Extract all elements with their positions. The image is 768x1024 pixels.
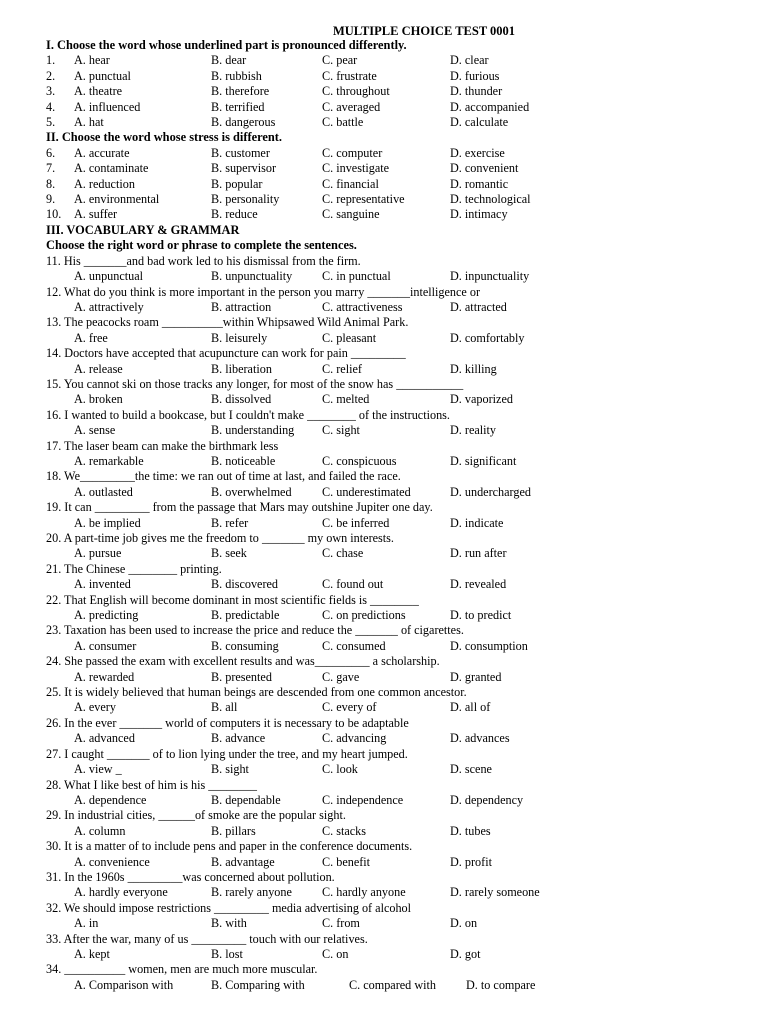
- answer-option-d[interactable]: D. comfortably: [450, 330, 525, 345]
- answer-option-d[interactable]: D. consumption: [450, 638, 528, 653]
- answer-option-d[interactable]: D. convenient: [450, 161, 519, 176]
- answer-options-row: [0, 331, 768, 346]
- answer-options-row: [0, 454, 768, 469]
- answer-option-b[interactable]: B. liberation: [211, 361, 272, 376]
- question-text: 11. His _______and bad work led to his dismissal from the firm.: [46, 253, 361, 268]
- answer-option-b[interactable]: B. Comparing with: [211, 977, 305, 992]
- answer-option-c[interactable]: C. sight: [322, 423, 360, 438]
- answer-option-d[interactable]: D. on: [450, 916, 478, 931]
- question-stem: [0, 500, 768, 515]
- answer-option-c[interactable]: C. hardly anyone: [322, 885, 406, 900]
- answer-option-c[interactable]: C. averaged: [322, 99, 381, 114]
- answer-options-row: [0, 700, 768, 715]
- answer-option-c[interactable]: C. investigate: [322, 161, 390, 176]
- answer-option-a[interactable]: A. convenience: [74, 854, 150, 869]
- answer-option-b[interactable]: B. discovered: [211, 577, 279, 592]
- question-text: 23. Taxation has been used to increase the price and reduce the _______ of cigarettes.: [46, 623, 464, 638]
- answer-option-a[interactable]: A. rewarded: [74, 669, 135, 684]
- question-number: 3.: [46, 84, 56, 99]
- question-number: 9.: [46, 192, 56, 207]
- answer-options-row: [0, 161, 768, 176]
- answer-options-row: [0, 53, 768, 68]
- answer-option-c[interactable]: C. from: [322, 916, 360, 931]
- answer-option-c[interactable]: C. compared with: [349, 977, 436, 992]
- answer-option-a[interactable]: A. reduction: [74, 176, 135, 191]
- answer-option-c[interactable]: C. stacks: [322, 823, 367, 838]
- answer-option-d[interactable]: D. scene: [450, 762, 492, 777]
- answer-options-row: [0, 793, 768, 808]
- question-text: 14. Doctors have accepted that acupuncture can work for pain _________: [46, 346, 406, 361]
- answer-option-a[interactable]: A. be implied: [74, 515, 141, 530]
- question-text: 26. In the ever _______ world of computers it is necessary to be adaptable: [46, 715, 409, 730]
- answer-option-b[interactable]: B. supervisor: [211, 161, 276, 176]
- answer-option-a[interactable]: A. release: [74, 361, 123, 376]
- answer-option-a[interactable]: A. remarkable: [74, 453, 144, 468]
- answer-options-row: [0, 762, 768, 777]
- answer-option-d[interactable]: D. attracted: [450, 299, 507, 314]
- question-stem: [0, 285, 768, 300]
- answer-option-c[interactable]: C. financial: [322, 176, 379, 191]
- answer-option-c[interactable]: C. representative: [322, 192, 405, 207]
- question-number: 2.: [46, 68, 56, 83]
- answer-options-row: [0, 824, 768, 839]
- section-heading: III. VOCABULARY & GRAMMAR: [46, 222, 240, 237]
- answer-option-c[interactable]: C. pear: [322, 53, 358, 68]
- answer-option-a[interactable]: A. consumer: [74, 638, 137, 653]
- answer-option-a[interactable]: A. attractively: [74, 299, 144, 314]
- answer-option-d[interactable]: D. reality: [450, 423, 497, 438]
- answer-option-d[interactable]: D. inpunctuality: [450, 269, 530, 284]
- question-stem: [0, 531, 768, 546]
- answer-option-c[interactable]: C. found out: [322, 577, 384, 592]
- answer-option-c[interactable]: C. battle: [322, 115, 364, 130]
- answer-option-c[interactable]: C. computer: [322, 145, 383, 160]
- question-text: 28. What I like best of him is his ________: [46, 777, 258, 792]
- question-stem: [0, 562, 768, 577]
- question-text: 15. You cannot ski on those tracks any longer, for most of the snow has ___________: [46, 376, 464, 391]
- question-stem: [0, 623, 768, 638]
- test-body: [0, 38, 768, 993]
- answer-option-d[interactable]: D. vaporized: [450, 392, 513, 407]
- answer-option-d[interactable]: D. revealed: [450, 577, 507, 592]
- question-text: 25. It is widely believed that human beings are descended from one common ancestor.: [46, 685, 467, 700]
- answer-option-a[interactable]: A. every: [74, 700, 116, 715]
- answer-option-b[interactable]: B. sight: [211, 762, 249, 777]
- answer-options-row: [0, 546, 768, 561]
- answer-option-a[interactable]: A. Comparison with: [74, 977, 174, 992]
- question-stem: [0, 870, 768, 885]
- answer-option-a[interactable]: A. hat: [74, 115, 104, 130]
- answer-option-c[interactable]: C. throughout: [322, 84, 390, 99]
- section-heading: Choose the right word or phrase to complete the sentences.: [46, 238, 357, 253]
- question-stem: [0, 254, 768, 269]
- answer-option-b[interactable]: B. dependable: [211, 792, 281, 807]
- answer-option-b[interactable]: B. leisurely: [211, 330, 268, 345]
- answer-option-a[interactable]: A. suffer: [74, 207, 118, 222]
- answer-option-d[interactable]: D. intimacy: [450, 207, 508, 222]
- question-stem: [0, 808, 768, 823]
- answer-options-row: [0, 731, 768, 746]
- question-stem: [0, 346, 768, 361]
- question-text: 30. It is a matter of to include pens and paper in the conference documents.: [46, 839, 413, 854]
- question-stem: [0, 932, 768, 947]
- answer-options-row: [0, 885, 768, 900]
- answer-options-row: [0, 577, 768, 592]
- answer-option-d[interactable]: D. profit: [450, 854, 492, 869]
- answer-option-b[interactable]: B. reduce: [211, 207, 258, 222]
- answer-option-d[interactable]: D. to predict: [450, 608, 512, 623]
- answer-options-row: [0, 916, 768, 931]
- answer-option-b[interactable]: B. dangerous: [211, 115, 276, 130]
- answer-option-d[interactable]: D. undercharged: [450, 484, 531, 499]
- answer-option-c[interactable]: C. chase: [322, 546, 364, 561]
- answer-option-d[interactable]: D. clear: [450, 53, 489, 68]
- answer-options-row: [0, 146, 768, 161]
- answer-option-c[interactable]: C. independence: [322, 792, 404, 807]
- question-stem: [0, 962, 768, 977]
- answer-option-c[interactable]: C. sanguine: [322, 207, 380, 222]
- answer-option-c[interactable]: C. attractiveness: [322, 299, 403, 314]
- answer-options-row: [0, 423, 768, 438]
- question-text: 34. __________ women, men are much more muscular.: [46, 962, 318, 977]
- question-text: 18. We_________the time: we ran out of time at last, and failed the race.: [46, 469, 401, 484]
- answer-options-row: [0, 177, 768, 192]
- question-number: 7.: [46, 161, 56, 176]
- answer-option-b[interactable]: B. unpunctuality: [211, 269, 293, 284]
- answer-option-d[interactable]: D. killing: [450, 361, 497, 376]
- answer-options-row: [0, 670, 768, 685]
- answer-options-row: [0, 84, 768, 99]
- answer-option-c[interactable]: C. on: [322, 946, 349, 961]
- answer-option-b[interactable]: B. rubbish: [211, 68, 262, 83]
- answer-option-b[interactable]: B. all: [211, 700, 238, 715]
- answer-option-d[interactable]: D. tubes: [450, 823, 491, 838]
- answer-option-b[interactable]: B. personality: [211, 192, 280, 207]
- answer-option-b[interactable]: B. seek: [211, 546, 247, 561]
- answer-options-row: [0, 516, 768, 531]
- question-text: 21. The Chinese ________ printing.: [46, 561, 222, 576]
- answer-option-a[interactable]: A. accurate: [74, 145, 130, 160]
- answer-option-d[interactable]: D. indicate: [450, 515, 504, 530]
- answer-option-a[interactable]: A. predicting: [74, 608, 139, 623]
- answer-option-d[interactable]: D. got: [450, 946, 481, 961]
- answer-option-a[interactable]: A. punctual: [74, 68, 131, 83]
- answer-options-row: [0, 207, 768, 222]
- question-text: 13. The peacocks roam __________within Whipsawed Wild Animal Park.: [46, 315, 409, 330]
- question-number: 8.: [46, 176, 56, 191]
- answer-option-b[interactable]: B. advance: [211, 731, 266, 746]
- question-text: 31. In the 1960s _________was concerned about pollution.: [46, 869, 335, 884]
- answer-options-row: [0, 485, 768, 500]
- answer-option-c[interactable]: C. benefit: [322, 854, 371, 869]
- answer-option-c[interactable]: C. be inferred: [322, 515, 390, 530]
- question-text: 17. The laser beam can make the birthmark less: [46, 438, 279, 453]
- answer-option-b[interactable]: B. presented: [211, 669, 272, 684]
- answer-options-row: [0, 608, 768, 623]
- answer-options-row: [0, 947, 768, 962]
- question-text: 22. That English will become dominant in most scientific fields is ________: [46, 592, 419, 607]
- answer-option-d[interactable]: D. thunder: [450, 84, 503, 99]
- question-number: 6.: [46, 145, 56, 160]
- answer-option-d[interactable]: D. significant: [450, 453, 517, 468]
- answer-options-row: [0, 639, 768, 654]
- answer-option-b[interactable]: B. consuming: [211, 638, 279, 653]
- answer-option-b[interactable]: B. popular: [211, 176, 263, 191]
- answer-option-d[interactable]: D. furious: [450, 68, 500, 83]
- question-stem: [0, 593, 768, 608]
- answer-options-row: [0, 69, 768, 84]
- answer-option-b[interactable]: B. refer: [211, 515, 249, 530]
- answer-option-b[interactable]: B. advantage: [211, 854, 275, 869]
- question-stem: [0, 747, 768, 762]
- answer-option-c[interactable]: C. on predictions: [322, 608, 406, 623]
- answer-option-c[interactable]: C. conspicuous: [322, 453, 397, 468]
- answer-option-a[interactable]: A. environmental: [74, 192, 160, 207]
- answer-option-a[interactable]: A. in: [74, 916, 99, 931]
- question-stem: [0, 408, 768, 423]
- answer-option-c[interactable]: C. pleasant: [322, 330, 377, 345]
- answer-option-a[interactable]: A. hardly everyone: [74, 885, 168, 900]
- answer-option-a[interactable]: A. theatre: [74, 84, 123, 99]
- answer-option-b[interactable]: B. pillars: [211, 823, 256, 838]
- answer-option-b[interactable]: B. noticeable: [211, 453, 276, 468]
- answer-option-a[interactable]: A. unpunctual: [74, 269, 144, 284]
- question-stem: [0, 716, 768, 731]
- answer-option-d[interactable]: D. granted: [450, 669, 502, 684]
- answer-option-a[interactable]: A. outlasted: [74, 484, 133, 499]
- answer-option-b[interactable]: B. therefore: [211, 84, 270, 99]
- question-stem: [0, 654, 768, 669]
- answer-options-row: [0, 855, 768, 870]
- answer-option-a[interactable]: A. advanced: [74, 731, 135, 746]
- answer-option-d[interactable]: D. technological: [450, 192, 531, 207]
- answer-option-c[interactable]: C. frustrate: [322, 68, 377, 83]
- question-text: 27. I caught _______ of to lion lying under the tree, and my heart jumped.: [46, 746, 408, 761]
- answer-option-d[interactable]: D. dependency: [450, 792, 524, 807]
- answer-option-d[interactable]: D. romantic: [450, 176, 509, 191]
- answer-options-row: [0, 269, 768, 284]
- answer-option-c[interactable]: C. underestimated: [322, 484, 411, 499]
- answer-option-d[interactable]: D. calculate: [450, 115, 509, 130]
- question-text: 33. After the war, many of us _________ touch with our relatives.: [46, 931, 368, 946]
- answer-option-d[interactable]: D. advances: [450, 731, 510, 746]
- answer-options-row: [0, 100, 768, 115]
- question-stem: [0, 377, 768, 392]
- question-text: 19. It can _________ from the passage that Mars may outshine Jupiter one day.: [46, 500, 433, 515]
- question-number: 4.: [46, 99, 56, 114]
- answer-option-a[interactable]: A. sense: [74, 423, 116, 438]
- answer-option-b[interactable]: B. overwhelmed: [211, 484, 292, 499]
- question-stem: [0, 439, 768, 454]
- answer-option-c[interactable]: C. in punctual: [322, 269, 391, 284]
- answer-option-a[interactable]: A. view _: [74, 762, 122, 777]
- question-stem: [0, 839, 768, 854]
- question-number: 1.: [46, 53, 56, 68]
- answer-option-d[interactable]: D. exercise: [450, 145, 505, 160]
- answer-options-row: [0, 300, 768, 315]
- answer-option-d[interactable]: D. to compare: [466, 977, 536, 992]
- answer-options-row: [0, 115, 768, 130]
- answer-option-b[interactable]: B. predictable: [211, 608, 280, 623]
- answer-option-a[interactable]: A. broken: [74, 392, 123, 407]
- answer-option-b[interactable]: B. rarely anyone: [211, 885, 292, 900]
- answer-option-b[interactable]: B. customer: [211, 145, 270, 160]
- section-heading: I. Choose the word whose underlined part is pronounced differently.: [46, 38, 407, 52]
- page-title: MULTIPLE CHOICE TEST 0001: [332, 24, 516, 38]
- answer-option-c[interactable]: C. relief: [322, 361, 362, 376]
- question-stem: [0, 778, 768, 793]
- answer-options-row: [0, 362, 768, 377]
- answer-option-c[interactable]: C. advancing: [322, 731, 387, 746]
- answer-option-c[interactable]: C. melted: [322, 392, 370, 407]
- question-stem: [0, 469, 768, 484]
- answer-option-b[interactable]: B. attraction: [211, 299, 272, 314]
- answer-option-a[interactable]: A. kept: [74, 946, 110, 961]
- answer-option-b[interactable]: B. dissolved: [211, 392, 272, 407]
- question-number: 5.: [46, 115, 56, 130]
- answer-options-row: [0, 978, 768, 993]
- answer-option-a[interactable]: A. contaminate: [74, 161, 149, 176]
- question-text: 24. She passed the exam with excellent results and was_________ a scholarship.: [46, 654, 440, 669]
- answer-option-a[interactable]: A. free: [74, 330, 108, 345]
- question-text: 32. We should impose restrictions _________ media advertising of alcohol: [46, 900, 412, 915]
- question-stem: [0, 901, 768, 916]
- question-number: 10.: [46, 207, 62, 222]
- answer-option-a[interactable]: A. invented: [74, 577, 131, 592]
- question-text: 20. A part-time job gives me the freedom to _______ my own interests.: [46, 531, 394, 545]
- answer-option-c[interactable]: C. consumed: [322, 638, 386, 653]
- answer-option-b[interactable]: B. lost: [211, 946, 243, 961]
- answer-option-d[interactable]: D. accompanied: [450, 99, 530, 114]
- answer-option-b[interactable]: B. terrified: [211, 99, 265, 114]
- answer-option-d[interactable]: D. all of: [450, 700, 491, 715]
- answer-option-c[interactable]: C. look: [322, 762, 358, 777]
- answer-options-row: [0, 392, 768, 407]
- section-heading: II. Choose the word whose stress is different.: [46, 130, 282, 145]
- answer-option-d[interactable]: D. rarely someone: [450, 885, 540, 900]
- answer-option-a[interactable]: A. pursue: [74, 546, 122, 561]
- question-stem: [0, 685, 768, 700]
- answer-option-b[interactable]: B. dear: [211, 53, 247, 68]
- answer-options-row: [0, 192, 768, 207]
- answer-option-d[interactable]: D. run after: [450, 546, 507, 561]
- answer-option-a[interactable]: A. column: [74, 823, 126, 838]
- answer-option-a[interactable]: A. influenced: [74, 99, 141, 114]
- question-text: 12. What do you think is more important in the person you marry _______intelligence or: [46, 284, 481, 299]
- answer-option-a[interactable]: A. dependence: [74, 792, 147, 807]
- answer-option-a[interactable]: A. hear: [74, 53, 110, 68]
- answer-option-c[interactable]: C. every of: [322, 700, 377, 715]
- question-text: 16. I wanted to build a bookcase, but I couldn't make ________ of the instructions.: [46, 407, 450, 422]
- question-text: 29. In industrial cities, ______of smoke are the popular sight.: [46, 808, 346, 823]
- answer-option-b[interactable]: B. understanding: [211, 423, 295, 438]
- question-stem: [0, 315, 768, 330]
- answer-option-c[interactable]: C. gave: [322, 669, 360, 684]
- answer-option-b[interactable]: B. with: [211, 916, 247, 931]
